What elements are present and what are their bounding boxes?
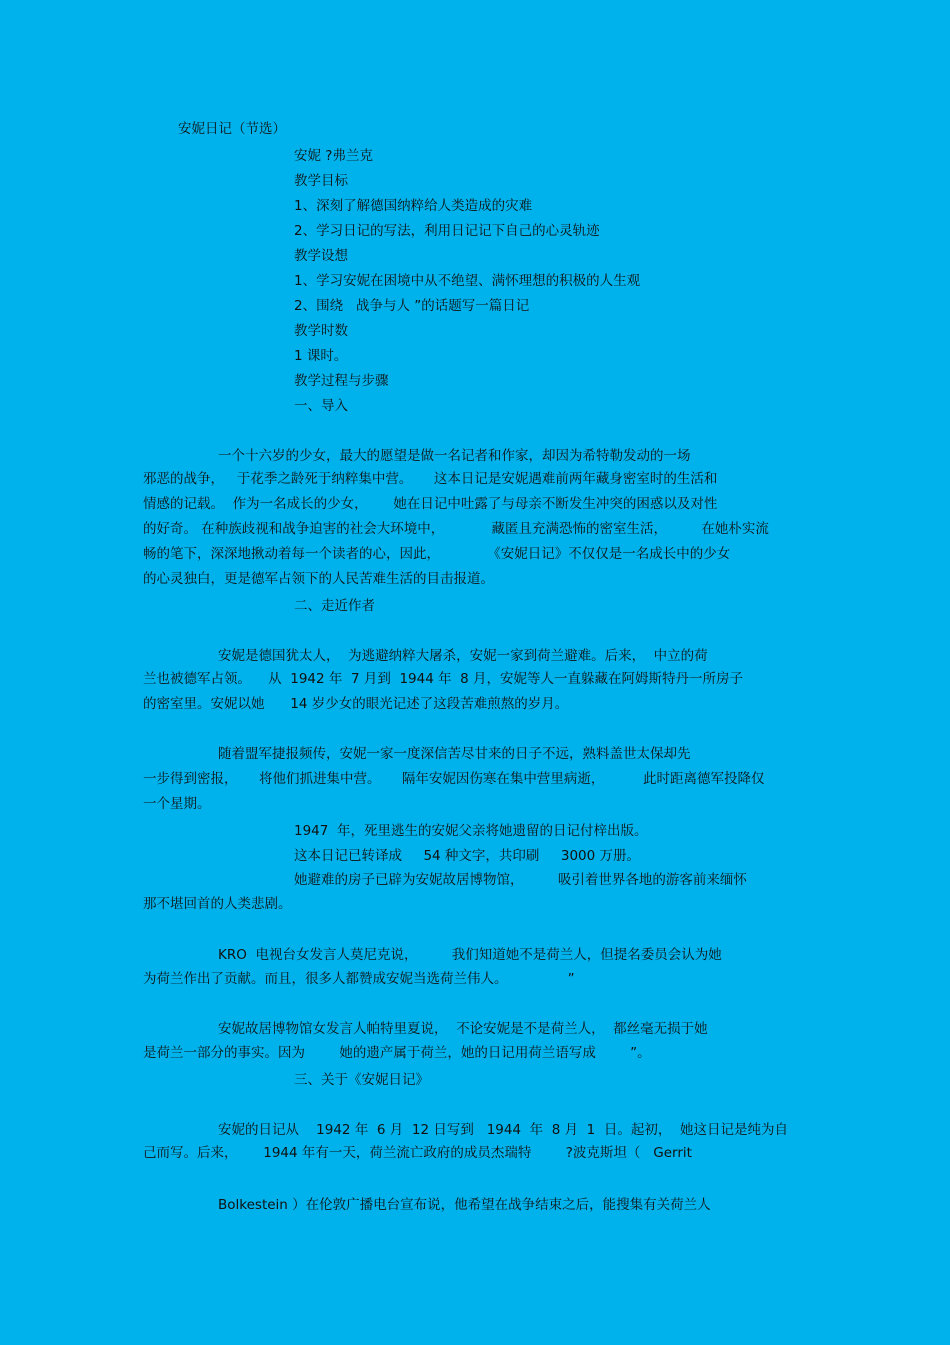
- design-1: 1、学习安妮在困境中从不绝望、满怀理想的积极的人生观: [294, 273, 641, 289]
- hours-heading: 教学时数: [294, 323, 348, 339]
- paragraph-line: 的好奇。 在种族歧视和战争迫害的社会大环境中， 藏匿且充满恐怖的密室生活， 在她朴实流: [143, 521, 769, 537]
- paragraph-line: 兰也被德军占领。 从 1942 年 7 月到 1944 年 8 月，安妮等人一直躲藏在阿姆斯特丹一所房子: [143, 671, 744, 687]
- paragraph-line: Bolkestein ）在伦敦广播电台宣布说，他希望在战争结束之后，能搜集有关荷兰人: [218, 1197, 711, 1213]
- paragraph-line: 的密室里。安妮以她 14 岁少女的眼光记述了这段苦难煎熬的岁月。: [143, 696, 569, 712]
- paragraph-line: 为荷兰作出了贡献。而且，很多人都赞成安妮当选荷兰伟人。 ”: [143, 971, 575, 987]
- paragraph-line: 情感的记载。 作为一名成长的少女， 她在日记中吐露了与母亲不断发生冲突的困惑以及对性: [143, 496, 718, 512]
- section-heading: 三、关于《安妮日记》: [294, 1072, 429, 1088]
- goal-1: 1、深刻了解德国纳粹给人类造成的灾难: [294, 198, 533, 214]
- paragraph-line: 邪恶的战争， 于花季之龄死于纳粹集中营。 这本日记是安妮遇难前两年藏身密室时的生活和: [143, 471, 718, 487]
- process-heading: 教学过程与步骤: [294, 373, 389, 389]
- paragraph-line: 1947 年，死里逃生的安妮父亲将她遗留的日记付梓出版。: [294, 823, 648, 839]
- paragraph-line: 一个十六岁的少女，最大的愿望是做一名记者和作家，却因为希特勒发动的一场: [218, 448, 691, 464]
- paragraph-line: 己而写。后来， 1944 年有一天，荷兰流亡政府的成员杰瑞特 ?波克斯坦（ Gerrit: [143, 1145, 692, 1161]
- paragraph-line: 一个星期。: [143, 796, 211, 812]
- paragraph-line: 畅的笔下，深深地揪动着每一个读者的心，因此， 《安妮日记》不仅仅是一名成长中的少女: [143, 546, 731, 562]
- section-heading: 二、走近作者: [294, 598, 375, 614]
- paragraph-line: 安妮的日记从 1942 年 6 月 12 日写到 1944 年 8 月 1 日。起初， 她这日记是纯为自: [218, 1122, 788, 1138]
- goal-2: 2、学习日记的写法，利用日记记下自己的心灵轨迹: [294, 223, 600, 239]
- paragraph-line: 她避难的房子已辟为安妮故居博物馆， 吸引着世界各地的游客前来缅怀: [294, 872, 747, 888]
- paragraph-line: 安妮故居博物馆女发言人帕特里夏说， 不论安妮是不是荷兰人， 都丝毫无损于她: [218, 1021, 708, 1037]
- hours-value: 1 课时。: [294, 348, 348, 364]
- paragraph-line: 那不堪回首的人类悲剧。: [143, 896, 292, 912]
- paragraph-line: 随着盟军捷报频传，安妮一家一度深信苦尽甘来的日子不远，熟料盖世太保却先: [218, 746, 691, 762]
- author-line: 安妮 ?弗兰克: [294, 148, 373, 164]
- section-heading: 一、导入: [294, 398, 348, 414]
- paragraph-line: 安妮是德国犹太人， 为逃避纳粹大屠杀，安妮一家到荷兰避难。后来， 中立的荷: [218, 648, 708, 664]
- design-2: 2、围绕 战争与人 ”的话题写一篇日记: [294, 298, 530, 314]
- paragraph-line: 这本日记已转译成 54 种文字，共印刷 3000 万册。: [294, 848, 641, 864]
- paragraph-line: 一步得到密报， 将他们抓进集中营。 隔年安妮因伤寒在集中营里病逝， 此时距离德军投降仅: [143, 771, 765, 787]
- document-title: 安妮日记（节选）: [178, 121, 286, 137]
- paragraph-line: 的心灵独白，更是德军占领下的人民苦难生活的目击报道。: [143, 571, 494, 587]
- design-heading: 教学设想: [294, 248, 348, 264]
- goals-heading: 教学目标: [294, 173, 348, 189]
- paragraph-line: KRO 电视台女发言人莫尼克说， 我们知道她不是荷兰人，但提名委员会认为她: [218, 947, 722, 963]
- paragraph-line: 是荷兰一部分的事实。因为 她的遗产属于荷兰，她的日记用荷兰语写成 ”。: [143, 1045, 651, 1061]
